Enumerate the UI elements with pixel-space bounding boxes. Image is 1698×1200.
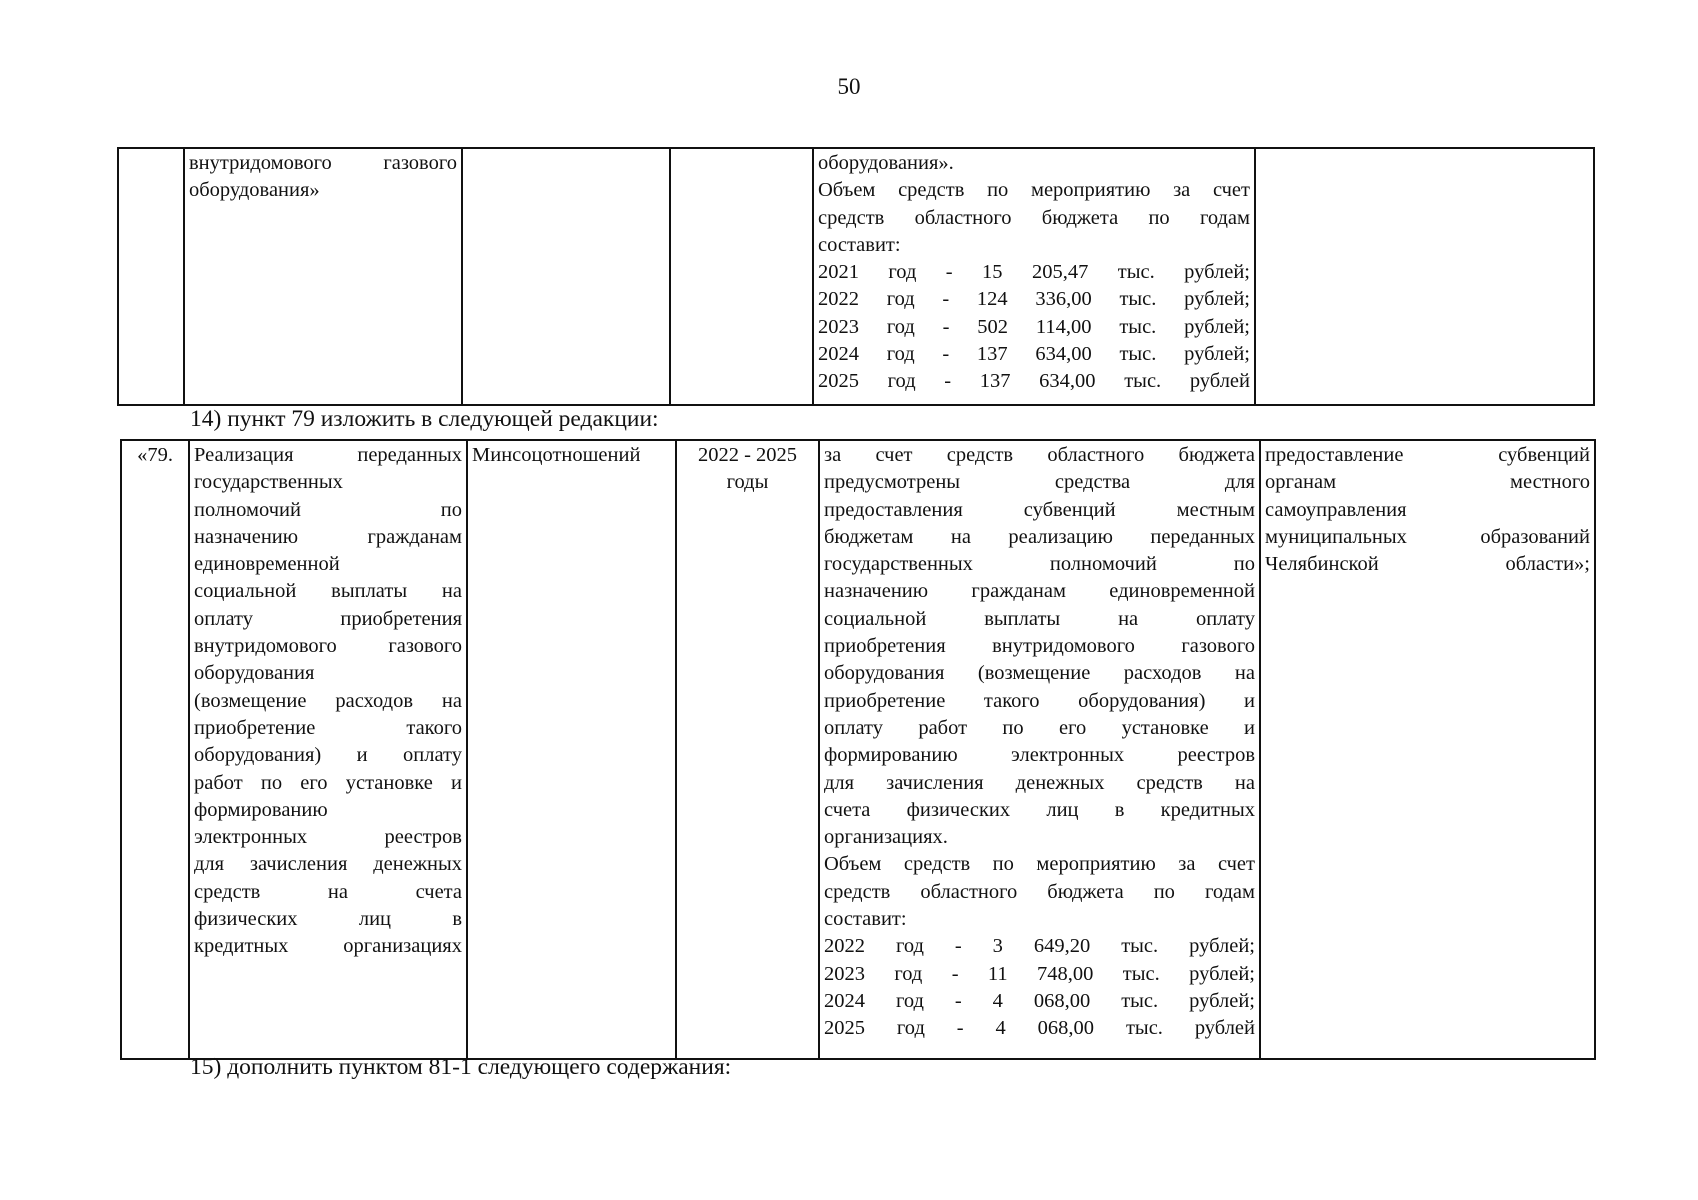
text-line: предусмотрены средства для: [824, 471, 1255, 494]
heading-item-14: 14) пункт 79 изложить в следующей редакции:: [190, 406, 659, 432]
text-line: 2023 год - 11 748,00 тыс. рублей;: [824, 962, 1255, 985]
table-continuation: [117, 147, 1595, 406]
text-line: назначению гражданам единовременной: [824, 580, 1255, 603]
table-item-79: [120, 439, 1596, 1060]
text-line: оборудования: [194, 662, 315, 685]
page-number: 50: [837, 74, 861, 99]
text-line: 2022 год - 3 649,20 тыс. рублей;: [824, 935, 1255, 958]
text-line: назначению гражданам: [194, 525, 462, 548]
text-line: 2023 год - 502 114,00 тыс. рублей;: [818, 315, 1250, 338]
text-line: оплату приобретения: [194, 607, 462, 630]
text-line: внутридомового газового: [189, 152, 457, 174]
text-line: приобретения внутридомового газового: [824, 635, 1255, 658]
text-line: средств областного бюджета по годам: [818, 206, 1250, 229]
text-line: оборудования) и оплату: [194, 744, 462, 767]
table-row: [118, 148, 1594, 405]
text-line: самоуправления: [1265, 498, 1407, 521]
text-line: органам местного: [1265, 471, 1590, 494]
text-line: для зачисления денежных: [194, 853, 462, 876]
text-line: оборудования (возмещение расходов на: [824, 662, 1255, 685]
text-line: физических лиц в: [194, 908, 462, 931]
text-line: оборудования»: [189, 179, 320, 202]
cell-period: [676, 440, 819, 1059]
text-line: оборудования».: [818, 152, 954, 174]
text-line: 2024 год - 4 068,00 тыс. рублей;: [824, 989, 1255, 1012]
text-line: средств на счета: [194, 880, 462, 903]
text-line: 2025 год - 137 634,00 тыс. рублей: [818, 370, 1250, 393]
text-line: формированию электронных реестров: [824, 744, 1255, 767]
text-line: Объем средств по мероприятию за счет: [824, 853, 1255, 876]
text-line: Объем средств по мероприятию за счет: [818, 179, 1250, 202]
text-line: работ по его установке и: [194, 771, 462, 794]
cell-responsible: [462, 148, 670, 405]
text-line: счета физических лиц в кредитных: [824, 798, 1255, 821]
cell-name: [189, 440, 467, 1059]
text-line: бюджетам на реализацию переданных: [824, 525, 1255, 548]
text-line: 2021 год - 15 205,47 тыс. рублей;: [818, 261, 1250, 284]
cell-responsible: Минсоцотношений: [467, 440, 676, 1059]
text-line: организациях.: [824, 826, 948, 849]
cell-description: [819, 440, 1260, 1059]
text-line: для зачисления денежных средств на: [824, 771, 1255, 794]
text-line: предоставления субвенций местным: [824, 498, 1255, 521]
text-line: государственных: [194, 471, 343, 494]
cell-period: [670, 148, 813, 405]
text-line: Реализация переданных: [194, 444, 462, 466]
text-line: предоставление субвенций: [1265, 444, 1590, 466]
text-line: единовременной: [194, 553, 340, 576]
text-line: 2022 год - 124 336,00 тыс. рублей;: [818, 288, 1250, 311]
text-line: муниципальных образований: [1265, 525, 1590, 548]
cell-description: [813, 148, 1255, 405]
text-line: формированию: [194, 798, 328, 821]
text-line: кредитных организациях: [194, 935, 462, 958]
text-line: оплату работ по его установке и: [824, 716, 1255, 739]
text-line: средств областного бюджета по годам: [824, 880, 1255, 903]
text-line: (возмещение расходов на: [194, 689, 462, 712]
table-row: [121, 440, 1595, 1059]
text-line: полномочий по: [194, 498, 462, 521]
cell-name: [184, 148, 462, 405]
text-line: электронных реестров: [194, 826, 462, 849]
heading-item-15: 15) дополнить пунктом 81-1 следующего содержания:: [190, 1054, 732, 1080]
text-line: социальной выплаты на оплату: [824, 607, 1255, 630]
text-line: 2022 - 2025: [697, 444, 798, 466]
cell-number: «79.: [121, 440, 189, 1059]
text-line: составит:: [818, 233, 901, 256]
text-line: Челябинской области»;: [1265, 553, 1590, 576]
cell-result: [1255, 148, 1594, 405]
text-line: приобретение такого оборудования) и: [824, 689, 1255, 712]
cell-number: [118, 148, 184, 405]
text-line: годы: [726, 471, 769, 494]
text-line: государственных полномочий по: [824, 553, 1255, 576]
text-line: внутридомового газового: [194, 635, 462, 658]
text-line: составит:: [824, 908, 907, 931]
text-line: 2025 год - 4 068,00 тыс. рублей: [824, 1017, 1255, 1040]
text-line: приобретение такого: [194, 716, 462, 739]
text-line: за счет средств областного бюджета: [824, 444, 1255, 466]
text-line: социальной выплаты на: [194, 580, 462, 603]
cell-result: [1260, 440, 1595, 1059]
text-line: 2024 год - 137 634,00 тыс. рублей;: [818, 343, 1250, 366]
